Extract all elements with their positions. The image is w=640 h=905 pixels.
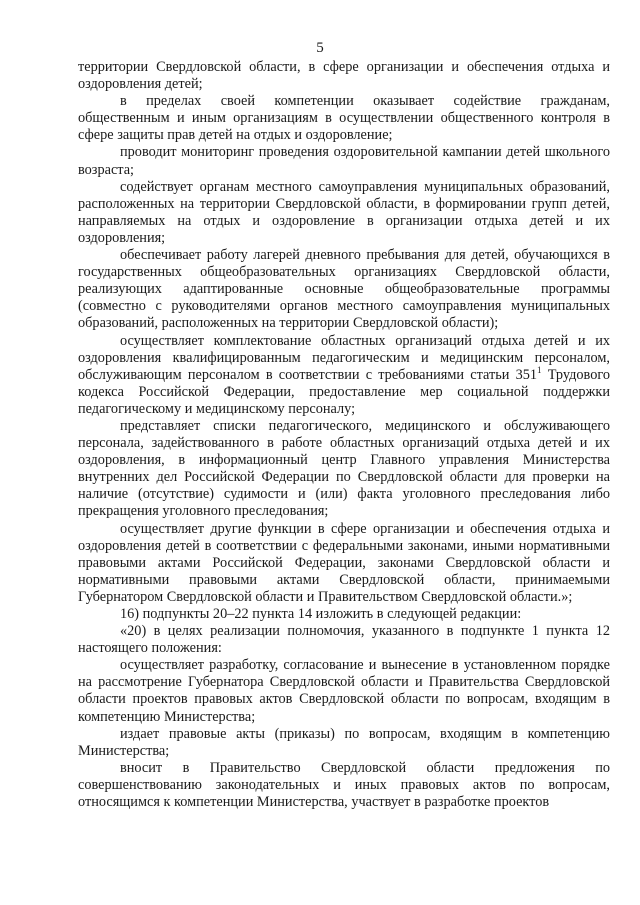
paragraph: «20) в целях реализации полномочия, указанного в подпункте 1 пункта 12 настоящего положения: <box>78 623 610 657</box>
document-body <box>78 59 610 811</box>
paragraph-text: Трудового кодекса Российской Федерации, предоставление мер социальной поддержки педагогическому и медицинскому персоналу; <box>78 366 610 417</box>
page-number: 5 <box>316 40 324 56</box>
paragraph: содействует органам местного самоуправления муниципальных образований, расположенных на территории Свердловской области, в формировании групп детей, направляемых на отдых и оздоровление в организации отдыха детей и их оздоровления; <box>78 178 610 246</box>
article-superscript: 1 <box>537 364 542 375</box>
paragraph: в пределах своей компетенции оказывает содействие гражданам, общественным и иным организациям в осуществлении общественного контроля в сфере защиты прав детей на отдых и оздоровление; <box>78 93 610 144</box>
paragraph: издает правовые акты (приказы) по вопросам, входящим в компетенцию Министерства; <box>78 725 610 759</box>
paragraph: территории Свердловской области, в сфере организации и обеспечения отдыха и оздоровления детей; <box>78 59 610 93</box>
paragraph: вносит в Правительство Свердловской области предложения по совершенствованию законодательных и иных правовых актов по вопросам, относящимся к компетенции Министерства, участвует в разработке проектов <box>78 759 610 811</box>
paragraph-text: осуществляет комплектование областных организаций отдыха детей и их оздоровления квалифицированным педагогическим и медицинским персоналом, обслуживающим персоналом в соответствии с требованиями статьи 351 <box>78 332 610 383</box>
paragraph: осуществляет разработку, согласование и вынесение в установленном порядке на рассмотрение Губернатора Свердловской области и Правительства Свердловской области проектов правовых актов Свердловской области по вопросам, входящим в компетенцию Министерства; <box>78 657 610 725</box>
paragraph: обеспечивает работу лагерей дневного пребывания для детей, обучающихся в государственных общеобразовательных организациях Свердловской области, реализующих адаптированные основные общеобразовательные программы (совместно с руководителями органов местного самоуправления муниципальных образований, расположенных на территории Свердловской области); <box>78 247 610 332</box>
paragraph: проводит мониторинг проведения оздоровительной кампании детей школьного возраста; <box>78 144 610 178</box>
paragraph: осуществляет другие функции в сфере организации и обеспечения отдыха и оздоровления детей в соответствии с федеральными законами, иными нормативными правовыми актами Российской Федерации, законами Свердловской области и нормативными правовыми актами Свердловской области, принимаемыми Губернатором Свердловской области и Правительством Свердловской области.»; <box>78 520 610 605</box>
paragraph: представляет списки педагогического, медицинского и обслуживающего персонала, задействованного в работе областных организаций отдыха детей и их оздоровления, в информационный центр Главного управления Министерства внутренних дел Российской Федерации по Свердловской области для проверки на наличие (отсутствие) судимости и (или) факта уголовного преследования либо прекращения уголовного преследования; <box>78 417 610 520</box>
paragraph: 16) подпункты 20–22 пункта 14 изложить в следующей редакции: <box>120 606 522 622</box>
paragraph <box>78 333 610 418</box>
